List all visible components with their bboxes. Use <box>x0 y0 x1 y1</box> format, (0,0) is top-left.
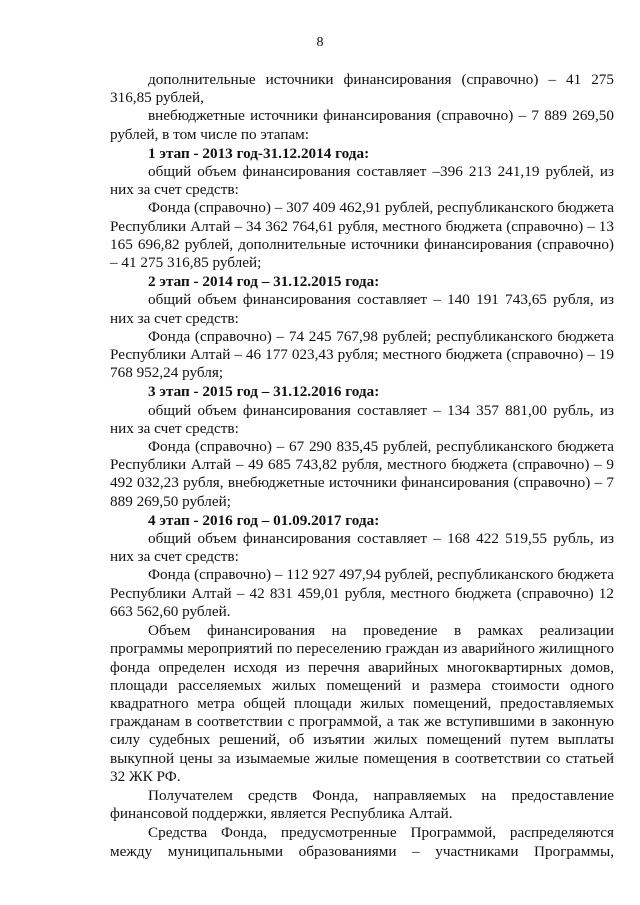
paragraph-fund-distribution: Средства Фонда, предусмотренные Программой, распределяются между муниципальными образованиями – участниками Программы, <box>110 824 614 860</box>
paragraph-financing-basis: Объем финансирования на проведение в рамках реализации программы мероприятий по переселению граждан из аварийного жилищного фонда определен исходя из перечня аварийных многоквартирных домов, площади расселяемых жилых помещений и размера стоимости одного квадратного метра общей площади жилых помещений, предоставляемых гражданам в соответствии с программой, а так же вступившими в законную силу судебных решений, об изъятии жилых помещений путем выплаты выкупной цены за изымаемые жилые помещения в соответствии со статьей 32 ЖК РФ. <box>110 622 614 785</box>
stage-1-heading: 1 этап - 2013 год-31.12.2014 года: <box>148 144 370 162</box>
stage-4-total: общий объем финансирования составляет – 168 422 519,55 рубль, из них за счет средств: <box>110 530 614 566</box>
stage-1-breakdown: Фонда (справочно) – 307 409 462,91 рублей, республиканского бюджета Республики Алтай – 34 362 764,61 рубля, местного бюджета (справочно) – 13 165 696,82 рублей, дополнительные источники финансирования (справочно) – 41 275 316,85 рублей; <box>110 199 614 272</box>
stage-2-total: общий объем финансирования составляет – 140 191 743,65 рубля, из них за счет средств: <box>110 291 614 327</box>
stage-3-total: общий объем финансирования составляет – 134 357 881,00 рубль, из них за счет средств: <box>110 401 614 437</box>
stage-3-heading: 3 этап - 2015 год – 31.12.2016 года: <box>148 383 380 401</box>
paragraph-fund-recipient: Получателем средств Фонда, направляемых на предоставление финансовой поддержки, является Республика Алтай. <box>110 786 614 823</box>
stage-4-breakdown: Фонда (справочно) – 112 927 497,94 рублей, республиканского бюджета Республики Алтай – 42 831 459,01 рубля, местного бюджета (справочно) 12 663 562,60 рублей. <box>110 566 614 620</box>
stage-2-breakdown: Фонда (справочно) – 74 245 767,98 рублей; республиканского бюджета Республики Алтай – 46 177 023,43 рубля; местного бюджета (справочно) – 19 768 952,24 рубля; <box>110 327 614 382</box>
stage-2-heading: 2 этап - 2014 год – 31.12.2015 года: <box>148 273 380 291</box>
document-body <box>110 71 614 861</box>
stage-3-breakdown: Фонда (справочно) – 67 290 835,45 рублей, республиканского бюджета Республики Алтай – 49 685 743,82 рубля, местного бюджета (справочно) – 9 492 032,23 рубля, внебюджетные источники финансирования (справочно) – 7 889 269,50 рублей; <box>110 438 614 510</box>
paragraph-extrabudgetary-sources: внебюджетные источники финансирования (справочно) – 7 889 269,50 рублей, в том числе по этапам: <box>110 107 614 143</box>
page-number: 8 <box>316 35 324 50</box>
paragraph-additional-sources: дополнительные источники финансирования (справочно) – 41 275 316,85 рублей, <box>110 71 614 107</box>
stage-4-heading: 4 этап - 2016 год – 01.09.2017 года: <box>148 511 380 529</box>
stage-1-total: общий объем финансирования составляет –396 213 241,19 рублей, из них за счет средств: <box>110 163 614 199</box>
